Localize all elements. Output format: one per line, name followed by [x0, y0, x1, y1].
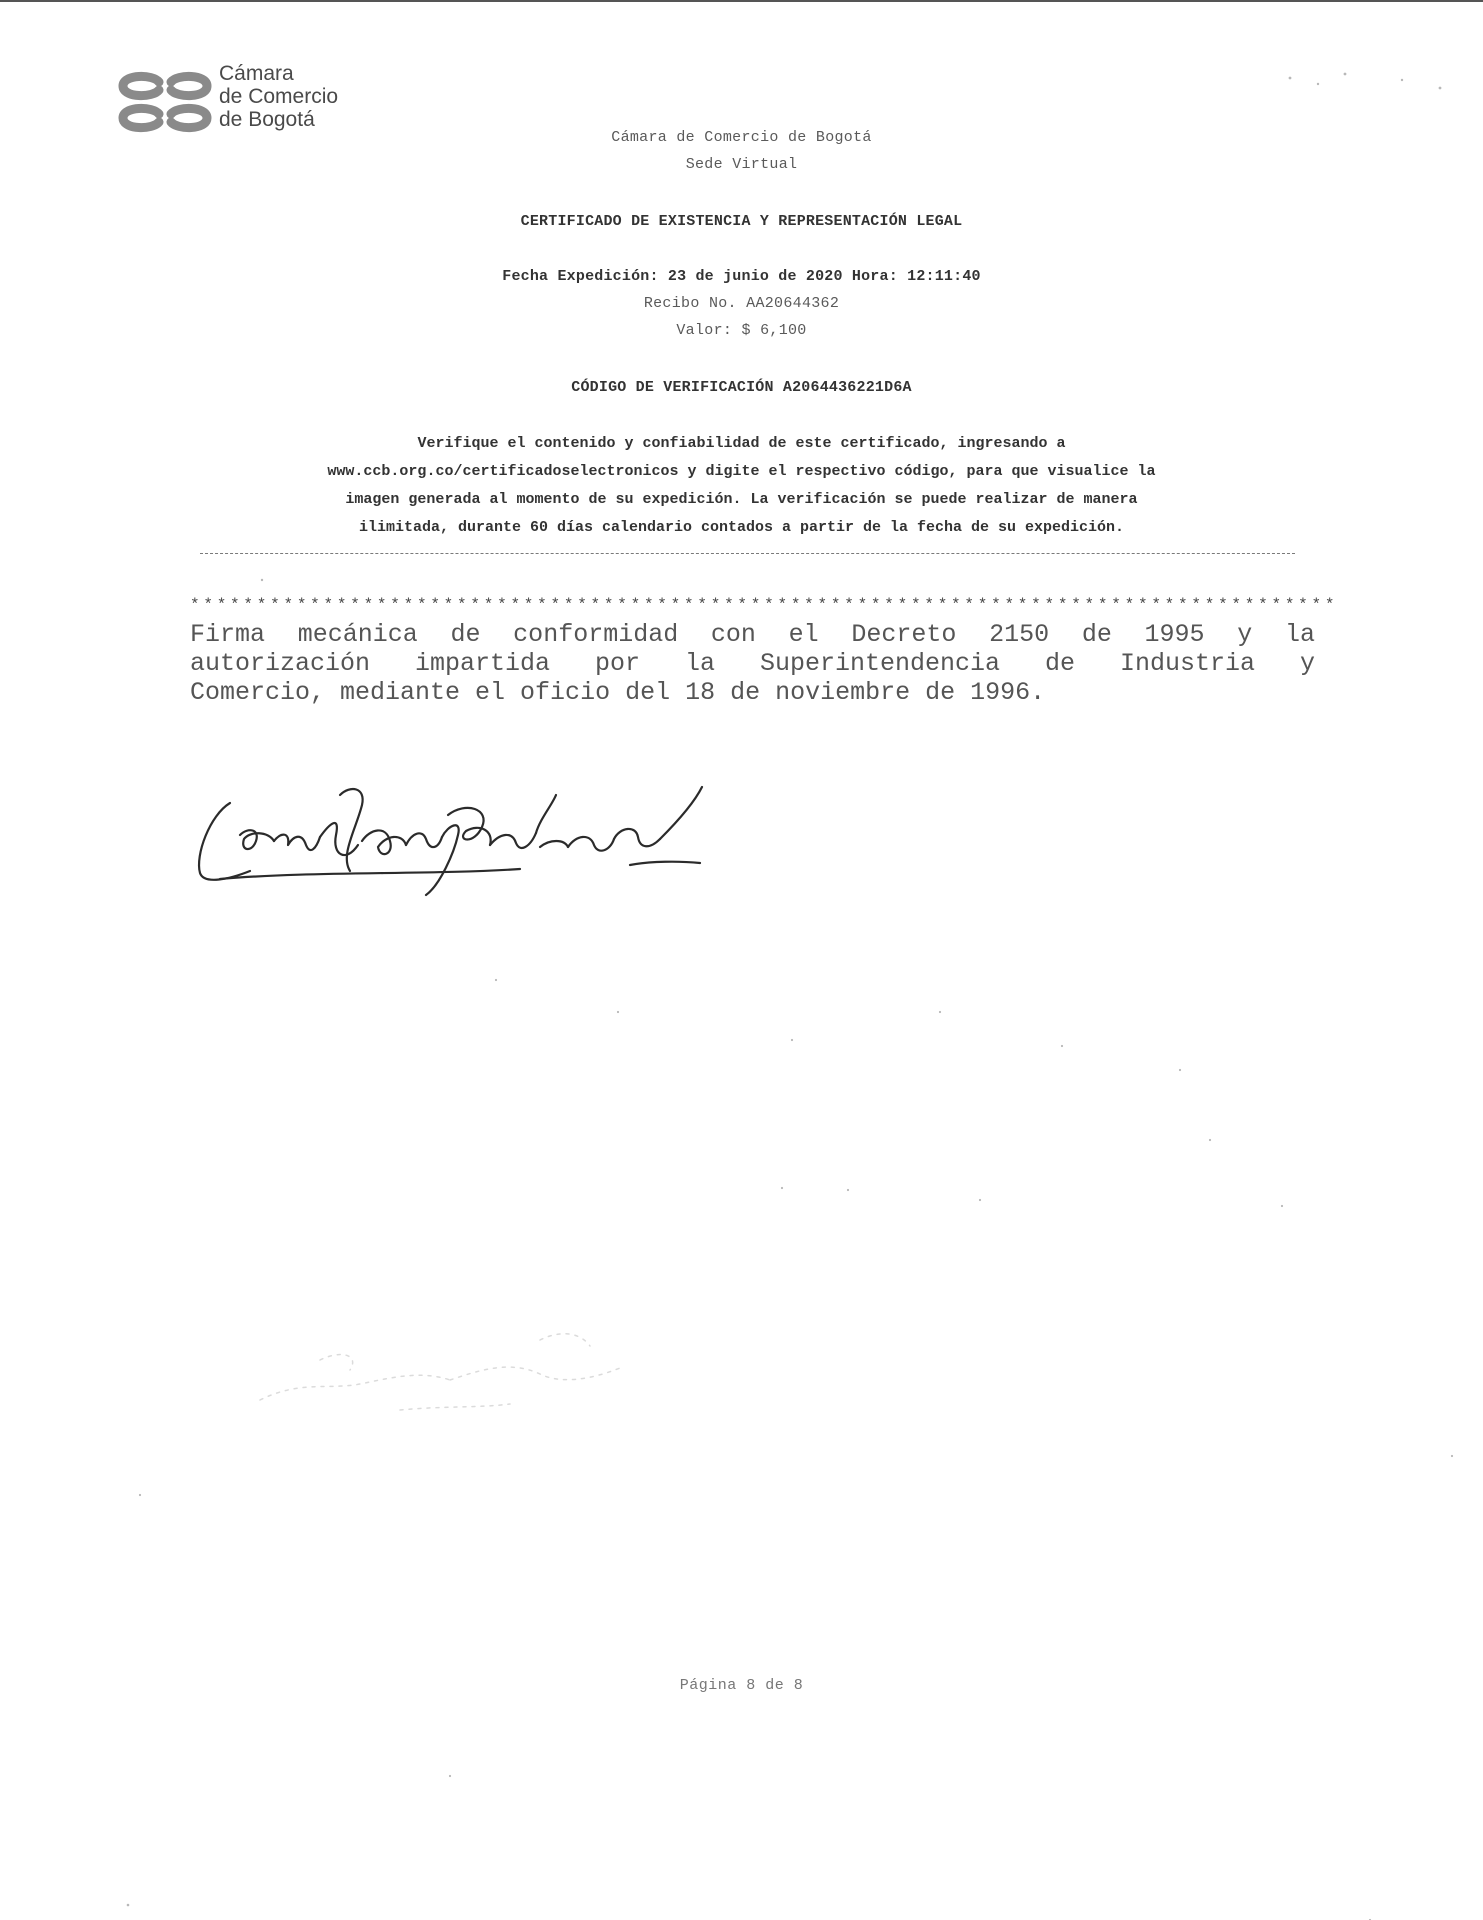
verification-line: www.ccb.org.co/certificadoselectronicos y digite el respectivo código, para que visualice la [327, 463, 1156, 480]
firma-line: Firma mecánica de conformidad con el Decreto 2150 de 1995 y la [190, 620, 1315, 649]
certificate-title: CERTIFICADO DE EXISTENCIA Y REPRESENTACIÓN LEGAL [520, 213, 963, 230]
mechanical-signature-note [190, 620, 1315, 707]
verification-line: ilimitada, durante 60 días calendario contados a partir de la fecha de su expedición. [358, 519, 1125, 536]
asterisk-separator: ************************************************************************************** [190, 596, 1339, 614]
handwritten-signature [190, 775, 710, 905]
verification-code: CÓDIGO DE VERIFICACIÓN A2064436221D6A [571, 379, 912, 396]
firma-line: Comercio, mediante el oficio del 18 de noviembre de 1996. [190, 678, 1046, 707]
scan-top-edge [0, 0, 1483, 2]
issue-date-line: Fecha Expedición: 23 de junio de 2020 Hora: 12:11:40 [502, 268, 981, 285]
logo-line-2: de Comercio [219, 85, 339, 108]
logo-line-3: de Bogotá [219, 108, 315, 131]
receipt-value: Valor: $ 6,100 [676, 322, 807, 339]
firma-line: autorización impartida por la Superintendencia de Industria y [190, 649, 1315, 678]
ccb-logo-icon [115, 68, 215, 136]
verification-paragraph [200, 430, 1283, 542]
verification-line: Verifique el contenido y confiabilidad de este certificado, ingresando a [417, 435, 1066, 452]
page-number: Página 8 de 8 [679, 1677, 804, 1694]
dashed-divider [200, 553, 1295, 554]
logo-line-1: Cámara [219, 62, 294, 85]
receipt-number: Recibo No. AA20644362 [643, 295, 840, 312]
verification-line: imagen generada al momento de su expedición. La verificación se puede realizar de manera [345, 491, 1138, 508]
entity-name: Cámara de Comercio de Bogotá [611, 129, 872, 146]
office-name: Sede Virtual [685, 156, 798, 173]
bleed-through-signature [240, 1320, 690, 1430]
